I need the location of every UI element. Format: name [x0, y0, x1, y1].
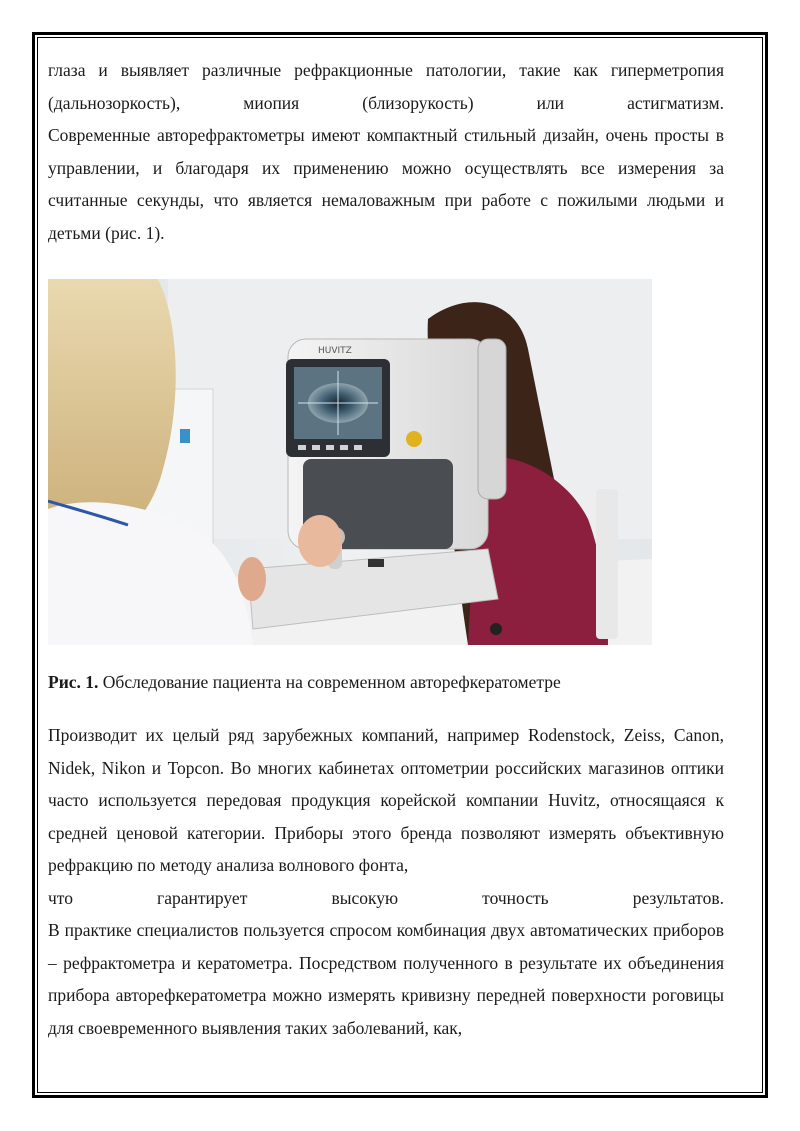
paragraph-1-line-1: глаза и выявляет различные рефракционные патологии, такие как гиперметропия [48, 60, 724, 80]
page-content [48, 54, 724, 1044]
figure-photo [48, 279, 652, 645]
figure-caption-label: Рис. 1. [48, 672, 99, 692]
paragraph-1 [48, 54, 724, 249]
paragraph-2-part-1-last-line: что гарантирует высокую точность результатов. [48, 887, 724, 908]
paragraph-2 [48, 719, 724, 1044]
device-brand-label: HUVITZ [318, 346, 352, 356]
figure-caption-text: Обследование пациента на современном авторефкератометре [98, 672, 561, 692]
photo-autorefkeratometer [48, 279, 652, 645]
paragraph-2-part-1: Производит их целый ряд зарубежных компаний, например Rodenstock, Zeiss, Canon, Nidek, Nikon и Topcon. Во многих кабинетах оптометрии российских магазинов оптики часто используется передовая продукция корейской компании Huvitz, относящаяся к средней ценовой категории. Приборы этого бренда позволяют измерять объективную рефракцию по методу анализа волнового фонта, [48, 725, 724, 875]
paragraph-1-line-2: (дальнозоркость), миопия (близорукость) или астигматизм. [48, 92, 724, 113]
figure-caption [48, 667, 724, 697]
paragraph-2-part-2: В практике специалистов пользуется спросом комбинация двух автоматических приборов – рефрактометра и кератометра. Посредством полученного в результате их объединения прибора авторефкератометра можно измерять кривизну передней поверхности роговицы для своевременного выявления таких заболеваний, как, [48, 920, 724, 1038]
paragraph-1-rest: Современные авторефрактометры имеют компактный стильный дизайн, очень просты в управлении, и благодаря их применению можно осуществлять все измерения за считанные секунды, что является немаловажным при работе с пожилыми людьми и детьми (рис. 1). [48, 125, 724, 243]
